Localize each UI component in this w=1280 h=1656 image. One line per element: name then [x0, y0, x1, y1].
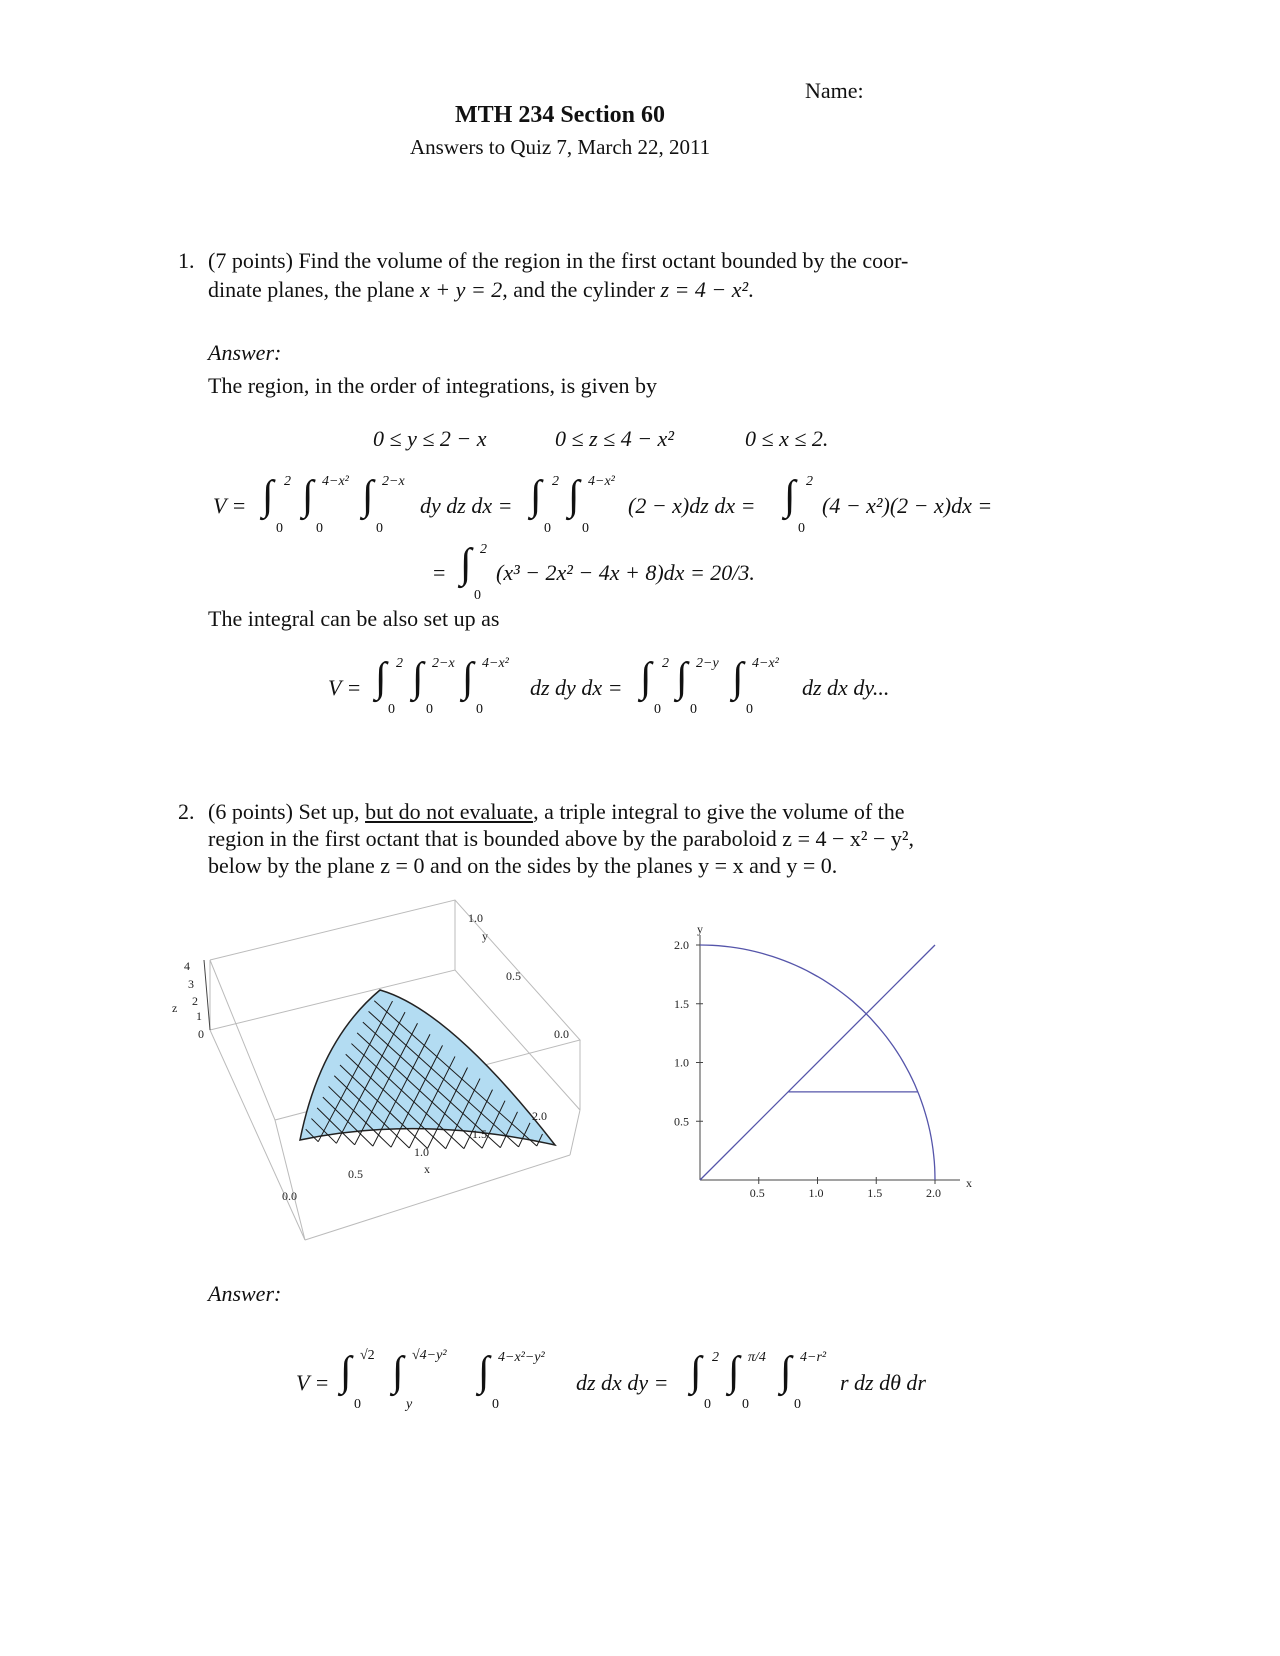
x-axis-label: x: [966, 1176, 972, 1190]
alt-setup-text: The integral can be also set up as: [208, 606, 500, 631]
eq1-part3: (4 − x²)(2 − x)dx =: [822, 493, 993, 518]
problem2-line2: region in the first octant that is bounded above by the paraboloid z = 4 − x² − y²,: [208, 826, 914, 851]
x-tick: 2.0: [532, 1109, 547, 1123]
limit-upper: 2: [662, 656, 669, 671]
limit-lower: 0: [354, 1397, 361, 1412]
eq3-part1: dz dy dx =: [530, 675, 623, 700]
region-2d-plot: [660, 925, 980, 1225]
limit-upper: 2: [396, 656, 403, 671]
integral-sign: ∫: [640, 655, 652, 701]
paraboloid-surface: [300, 990, 555, 1145]
z-axis: [172, 959, 210, 1041]
limit-lower: 0: [316, 521, 323, 536]
limit-lower: 0: [376, 521, 383, 536]
problem1-number: 1.: [178, 248, 195, 273]
limit-upper: 4−x²: [752, 656, 779, 671]
limit-upper: 4−r²: [800, 1350, 827, 1365]
limit-upper: 2−y: [696, 656, 719, 671]
y-axis: [468, 911, 569, 1041]
limit-lower: y: [406, 1397, 413, 1412]
limit-lower: 0: [476, 702, 483, 717]
eq2-lhs: =: [433, 560, 446, 585]
limit-lower: 0: [746, 702, 753, 717]
limit-upper: 4−x²: [482, 656, 509, 671]
bound-z: 0 ≤ z ≤ 4 − x²: [555, 426, 674, 451]
name-label: Name:: [805, 78, 864, 103]
eq1-part2: (2 − x)dz dx =: [628, 493, 756, 518]
limit-upper: 2: [712, 1350, 719, 1365]
limit-lower: 0: [582, 521, 589, 536]
region-text: The region, in the order of integrations, is given by: [208, 373, 658, 398]
limit-lower: 0: [704, 1397, 711, 1412]
x-tick-label: 2.0: [926, 1186, 941, 1200]
integral-sign: ∫: [392, 1349, 404, 1395]
integral-sign: ∫: [462, 655, 474, 701]
limit-upper: 4−x²: [588, 474, 615, 489]
z-tick: 3: [188, 977, 194, 991]
z-tick: 0: [198, 1027, 204, 1041]
y-tick-label: 1.0: [674, 1055, 689, 1070]
limit-upper: 4−x²: [322, 474, 349, 489]
integral-sign: ∫: [262, 473, 274, 519]
z-tick: 4: [184, 959, 190, 973]
integral-sign: ∫: [460, 541, 472, 587]
integral-sign: ∫: [530, 473, 542, 519]
integral-sign: ∫: [478, 1349, 490, 1395]
limit-lower: 0: [798, 521, 805, 536]
problem2-line3: below by the plane z = 0 and on the sides by the planes y = x and y = 0.: [208, 853, 838, 878]
limit-upper: 2: [552, 474, 559, 489]
limit-lower: 0: [654, 702, 661, 717]
limit-upper: 2: [284, 474, 291, 489]
z-axis-label: z: [172, 1001, 178, 1015]
limit-upper: 2−x: [382, 474, 405, 489]
y-tick: 0.5: [506, 969, 521, 983]
bound-x: 0 ≤ x ≤ 2.: [745, 426, 829, 451]
limit-upper: 4−x²−y²: [498, 1350, 545, 1365]
limit-lower: 0: [544, 521, 551, 536]
limit-lower: 0: [474, 588, 481, 603]
bound-y: 0 ≤ y ≤ 2 − x: [373, 426, 487, 451]
eq1-lhs: V =: [213, 493, 247, 518]
problem2-answer-label: Answer:: [208, 1281, 282, 1306]
limit-lower: 0: [426, 702, 433, 717]
course-title: MTH 234 Section 60: [455, 102, 665, 128]
integral-sign: ∫: [676, 655, 688, 701]
limit-upper: 2: [480, 542, 487, 557]
x-tick: 1.5: [472, 1127, 487, 1141]
problem1-line2: dinate planes, the plane x + y = 2, and the cylinder z = 4 − x².: [208, 277, 754, 302]
integral-sign: ∫: [784, 473, 796, 519]
x-tick-label: 1.0: [808, 1186, 824, 1200]
eq3-part2: dz dx dy...: [802, 675, 890, 700]
limit-upper: π/4: [748, 1350, 766, 1365]
eq1-part1: dy dz dx =: [420, 493, 513, 518]
line-y-equals-x: [700, 945, 935, 1180]
problem2-line1: (6 points) Set up, but do not evaluate, a triple integral to give the volume of the: [208, 799, 905, 824]
x-tick: 1.0: [414, 1145, 429, 1159]
integral-sign: ∫: [728, 1349, 740, 1395]
z-tick: 1: [196, 1009, 202, 1023]
integral-sign: ∫: [780, 1349, 792, 1395]
limit-lower: 0: [276, 521, 283, 536]
x-axis-label: x: [424, 1162, 430, 1176]
y-tick: 0.0: [554, 1027, 569, 1041]
eq-part2: r dz dθ dr: [840, 1370, 926, 1395]
y-tick-label: 0.5: [674, 1114, 689, 1129]
y-axis-label: y: [697, 925, 703, 936]
limit-upper: √2: [360, 1348, 375, 1363]
y-tick: 1.0: [468, 911, 483, 925]
limit-lower: 0: [690, 702, 697, 717]
integral-sign: ∫: [362, 473, 374, 519]
x-tick: 0.5: [348, 1167, 363, 1181]
integral-sign: ∫: [568, 473, 580, 519]
eq3-lhs: V =: [328, 675, 362, 700]
limit-lower: 0: [742, 1397, 749, 1412]
plot2d-axes: [700, 935, 960, 1180]
limit-upper: √4−y²: [412, 1348, 447, 1363]
y-tick-label: 2.0: [674, 938, 689, 952]
eq2-body: (x³ − 2x² − 4x + 8)dx = 20/3.: [496, 560, 755, 585]
quiz-subtitle: Answers to Quiz 7, March 22, 2011: [410, 135, 711, 159]
paraboloid-3d-plot: [170, 890, 610, 1250]
limit-lower: 0: [492, 1397, 499, 1412]
problem1-line1: (7 points) Find the volume of the region in the first octant bounded by the coor-: [208, 248, 909, 273]
y-axis-label: y: [482, 929, 488, 943]
integral-sign: ∫: [412, 655, 424, 701]
integral-sign: ∫: [375, 655, 387, 701]
x-tick-label: 0.5: [749, 1186, 765, 1200]
y-tick-label: 1.5: [674, 996, 689, 1011]
integral-sign: ∫: [690, 1349, 702, 1395]
limit-lower: 0: [794, 1397, 801, 1412]
integral-sign: ∫: [732, 655, 744, 701]
integral-sign: ∫: [340, 1349, 352, 1395]
limit-upper: 2−x: [432, 656, 455, 671]
eq-part1: dz dx dy =: [576, 1370, 669, 1395]
problem1-answer-label: Answer:: [208, 340, 282, 365]
x-tick-label: 1.5: [867, 1186, 883, 1200]
integral-sign: ∫: [302, 473, 314, 519]
x-tick: 0.0: [282, 1189, 297, 1203]
eq-lhs: V =: [296, 1370, 330, 1395]
problem2-number: 2.: [178, 799, 195, 824]
z-tick: 2: [192, 994, 198, 1008]
limit-upper: 2: [806, 474, 813, 489]
limit-lower: 0: [388, 702, 395, 717]
